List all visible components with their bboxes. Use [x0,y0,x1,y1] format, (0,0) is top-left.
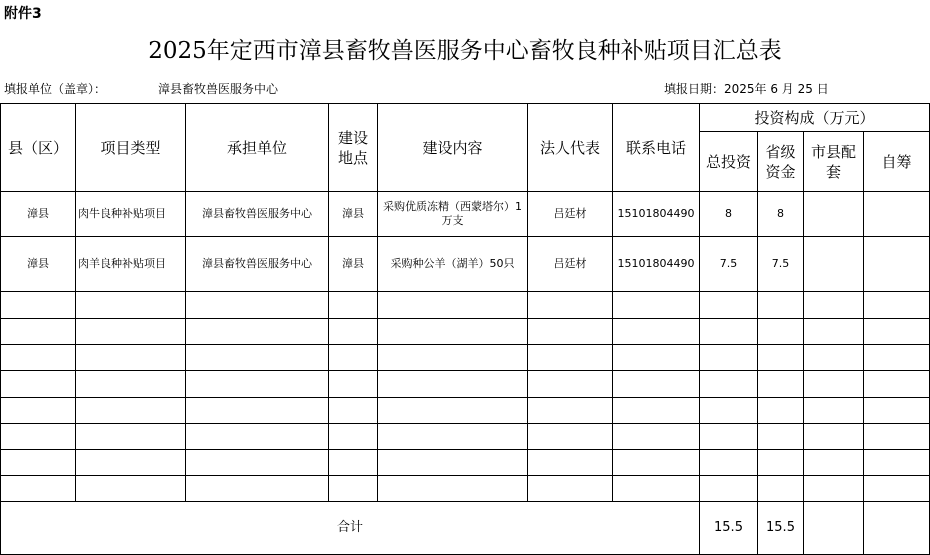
empty-cell [758,450,804,476]
empty-cell [378,450,528,476]
empty-cell [76,371,186,398]
empty-cell [378,345,528,371]
empty-cell [700,398,758,424]
empty-cell [804,424,864,450]
empty-cell [1,450,76,476]
cell-provincial: 7.5 [758,237,804,292]
empty-cell [528,450,613,476]
empty-cell [186,450,329,476]
empty-cell [613,424,700,450]
empty-cell [700,450,758,476]
col-header-project-type: 项目类型 [76,104,186,192]
total-self-sum [864,502,930,555]
empty-cell [76,319,186,345]
empty-cell [186,398,329,424]
fill-date: 填报日期：2025年 6 月 25 日 [664,82,829,96]
empty-cell [700,319,758,345]
empty-cell [76,398,186,424]
col-header-location: 建设地点 [329,104,378,192]
empty-cell [329,450,378,476]
empty-cell [613,345,700,371]
empty-cell [1,476,76,502]
empty-cell [378,398,528,424]
empty-row [1,292,930,319]
empty-cell [186,292,329,319]
empty-cell [329,476,378,502]
table-row [1,237,930,292]
empty-row [1,345,930,371]
empty-cell [864,476,930,502]
empty-cell [864,345,930,371]
empty-cell [528,292,613,319]
empty-cell [758,398,804,424]
empty-cell [758,371,804,398]
col-header-provincial-funds: 省级资金 [758,132,804,192]
empty-cell [758,319,804,345]
empty-cell [700,292,758,319]
cell-location: 漳县 [329,237,378,292]
empty-row [1,450,930,476]
empty-row [1,476,930,502]
cell-location: 漳县 [329,192,378,237]
fill-unit-value: 漳县畜牧兽医服务中心 [158,82,279,96]
cell-undertaker: 漳县畜牧兽医服务中心 [186,192,329,237]
empty-cell [76,292,186,319]
empty-cell [528,319,613,345]
empty-cell [613,450,700,476]
cell-phone: 15101804490 [613,192,700,237]
empty-cell [864,424,930,450]
empty-cell [804,292,864,319]
total-label: 合计 [1,502,700,555]
col-header-undertaker: 承担单位 [186,104,329,192]
cell-project-type: 肉牛良种补贴项目 [76,192,186,237]
empty-cell [186,476,329,502]
empty-cell [613,371,700,398]
empty-cell [528,345,613,371]
empty-cell [758,292,804,319]
empty-cell [329,319,378,345]
attachment-label: 附件3 [4,6,42,22]
empty-row [1,319,930,345]
empty-cell [76,345,186,371]
empty-cell [1,424,76,450]
empty-cell [864,398,930,424]
col-header-county: 县（区） [1,104,76,192]
empty-cell [804,345,864,371]
empty-row [1,371,930,398]
empty-cell [700,345,758,371]
col-header-legal-rep: 法人代表 [528,104,613,192]
cell-project-type: 肉羊良种补贴项目 [76,237,186,292]
empty-cell [864,319,930,345]
empty-cell [329,398,378,424]
col-header-city-county-match: 市县配套 [804,132,864,192]
empty-cell [329,424,378,450]
empty-cell [329,345,378,371]
empty-row [1,424,930,450]
cell-content: 采购种公羊（湖羊）50只 [378,237,528,292]
cell-undertaker: 漳县畜牧兽医服务中心 [186,237,329,292]
cell-content: 采购优质冻精（西蒙塔尔）1万支 [378,192,528,237]
empty-cell [804,476,864,502]
cell-match [804,192,864,237]
total-match-sum [804,502,864,555]
total-investment-sum: 15.5 [700,502,758,555]
cell-self [864,192,930,237]
fill-unit-label: 填报单位（盖章）： [4,82,107,96]
table-row [1,192,930,237]
cell-county: 漳县 [1,192,76,237]
col-header-phone: 联系电话 [613,104,700,192]
col-header-investment-group: 投资构成（万元） [700,104,930,132]
total-provincial-sum: 15.5 [758,502,804,555]
empty-cell [613,398,700,424]
cell-match [804,237,864,292]
empty-cell [378,319,528,345]
empty-cell [864,371,930,398]
empty-cell [1,398,76,424]
empty-cell [76,476,186,502]
empty-cell [1,292,76,319]
empty-cell [528,424,613,450]
cell-legal-rep: 吕廷材 [528,237,613,292]
empty-cell [700,476,758,502]
page-title: 2025年定西市漳县畜牧兽医服务中心畜牧良种补贴项目汇总表 [148,38,782,64]
empty-cell [804,450,864,476]
cell-self [864,237,930,292]
empty-row [1,398,930,424]
empty-cell [700,424,758,450]
empty-cell [804,371,864,398]
empty-cell [378,292,528,319]
cell-total: 8 [700,192,758,237]
empty-cell [758,424,804,450]
cell-provincial: 8 [758,192,804,237]
empty-cell [378,371,528,398]
empty-cell [528,476,613,502]
empty-cell [1,371,76,398]
empty-cell [76,424,186,450]
empty-cell [864,450,930,476]
empty-cell [804,319,864,345]
empty-cell [528,371,613,398]
cell-county: 漳县 [1,237,76,292]
empty-cell [613,292,700,319]
empty-cell [378,424,528,450]
total-row [1,502,930,555]
empty-cell [758,476,804,502]
cell-phone: 15101804490 [613,237,700,292]
empty-cell [613,476,700,502]
cell-total: 7.5 [700,237,758,292]
empty-cell [186,319,329,345]
empty-cell [186,424,329,450]
empty-cell [758,345,804,371]
empty-cell [186,371,329,398]
empty-cell [76,450,186,476]
col-header-self-raised: 自筹 [864,132,930,192]
empty-cell [1,319,76,345]
empty-cell [528,398,613,424]
empty-cell [700,371,758,398]
empty-cell [329,371,378,398]
empty-cell [329,292,378,319]
summary-table [0,103,930,555]
cell-legal-rep: 吕廷材 [528,192,613,237]
empty-cell [1,345,76,371]
empty-cell [804,398,864,424]
col-header-content: 建设内容 [378,104,528,192]
empty-cell [378,476,528,502]
col-header-total-investment: 总投资 [700,132,758,192]
empty-cell [864,292,930,319]
empty-cell [186,345,329,371]
empty-cell [613,319,700,345]
